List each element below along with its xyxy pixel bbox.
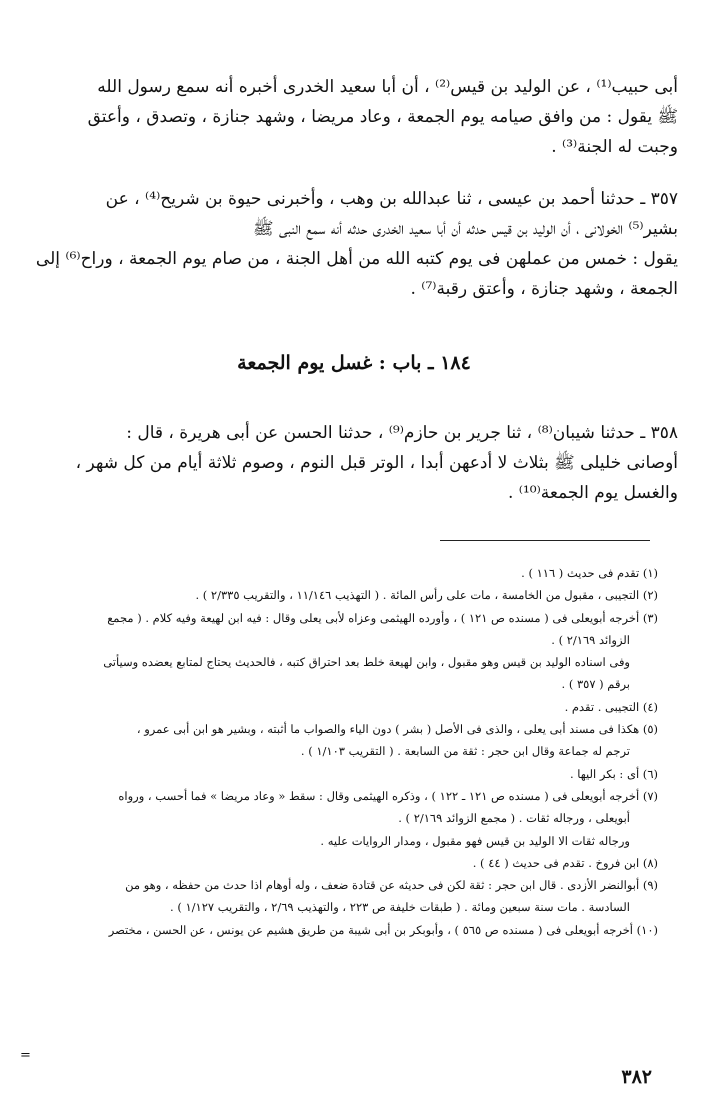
paragraph-hadith-358 — [30, 418, 678, 508]
footnote-line: (٦) أى : بكر اليها . — [569, 766, 658, 781]
text-line: ﷺ يقول : من وافق صيامه يوم الجمعة ، وعاد مريضا ، وشهد جنازة ، وتصدق ، وأعتق — [87, 107, 678, 127]
footnote-line: ترجم له جماعة وقال ابن حجر : ثقة من السابعة . ( التقريب ١/١٠٣ ) . — [300, 744, 630, 759]
footnote-line: أبويعلى ، ورجاله ثقات . ( مجمع الزوائد ٢/١٦٩ ) . — [398, 811, 630, 826]
text-line: يقول : خمس من عملهن فى يوم كتبه الله من أهل الجنة ، من صام يوم الجمعة ، وراح⁽⁶⁾ إلى — [35, 249, 678, 269]
text-line: أبى حبيب⁽¹⁾ ، عن الوليد بن قيس⁽²⁾ ، أن أبا سعيد الخدرى أخبره أنه سمع رسول الله — [97, 77, 678, 97]
footnote-line: (٣) أخرجه أبويعلى فى ( مسنده ص ١٢١ ) ، وأورده الهيثمى وعزاه لأبى يعلى وقال : فيه ابن لهيعة وفيه كلام . ( مجمع — [107, 610, 658, 625]
footnote-line: السادسة . مات سنة سبعين ومائة . ( طبقات خليفة ص ٢٢٣ ، والتهذيب ٢/٦٩ ، والتقريب ١/١٢٧ ) . — [170, 900, 630, 915]
footnote-separator — [440, 540, 650, 541]
footnote-line: (١) تقدم فى حديث ( ١١٦ ) . — [521, 566, 658, 580]
footnote-line: (٨) ابن فروخ . تقدم فى حديث ( ٤٤ ) . — [472, 855, 658, 870]
footnote-line: (١٠) أخرجه أبويعلى فى ( مسنده ص ٥٦٥ ) ، وأبوبكر بن أبى شيبة من طريق هشيم عن يونس ، عن الحسن ، مختصر — [108, 922, 658, 937]
footnote-line: (٥) هكذا فى مسند أبى يعلى ، والذى فى الأصل ( بشر ) دون الياء والصواب ما أثبته ، وبشير هو ابن أبى عمرو ، — [136, 722, 658, 737]
text-line: ٣٥٨ ـ حدثنا شيبان⁽⁸⁾ ، ثنا جرير بن حازم⁽⁹⁾ ، حدثنا الحسن عن أبى هريرة ، قال : — [126, 423, 678, 443]
text-line: ٣٥٧ ـ حدثنا أحمد بن عيسى ، ثنا عبدالله بن وهب ، وأخبرنى حيوة بن شريح⁽⁴⁾ ، عن — [105, 189, 678, 209]
footnote-line: وفى اسناده الوليد بن قيس وهو مقبول ، وابن لهيعة خلط بعد احتراق كتبه ، فالحديث يحتاج لمتابع يعضده وسيأتى — [103, 655, 630, 670]
chapter-heading: ١٨٤ ـ باب : غسل يوم الجمعة — [237, 352, 471, 374]
footnote-line: (٧) أخرجه أبويعلى فى ( مسنده ص ١٢١ ـ ١٢٢ ) ، وذكره الهيثمى وقال : سقط « وعاد مريضا » فما أحسب ، ورواه — [118, 788, 658, 803]
text-line: أوصانى خليلى ﷺ بثلاث لا أدعهن أبدا ، الوتر قبل النوم ، وصوم ثلاثة أيام من كل شهر ، — [75, 453, 678, 473]
footnote-line: (٢) التجيبى ، مقبول من الخامسة ، مات على رأس المائة . ( التهذيب ١١/١٤٦ ، والتقريب ٢/٣٣٥ ) . — [195, 588, 658, 603]
footnote-line: الزوائد ٢/١٦٩ ) . — [551, 632, 630, 647]
text-line: والغسل يوم الجمعة⁽¹⁰⁾ . — [507, 483, 678, 503]
page-number: ٣٨٢ — [621, 1066, 652, 1088]
footnotes — [30, 562, 658, 941]
paragraph-hadith-356-end — [30, 72, 678, 162]
footnote-line: ورجاله ثقات الا الوليد بن قيس فهو مقبول ، ومدار الروايات عليه . — [320, 833, 630, 848]
text-line: الجمعة ، وشهد جنازة ، وأعتق رقبة⁽⁷⁾ . — [410, 279, 678, 299]
footnote-line: برقم ( ٣٥٧ ) . — [561, 677, 630, 692]
footnote-line: (٤) التجيبى . تقدم . — [564, 699, 658, 714]
paragraph-hadith-357 — [30, 184, 678, 304]
text-line: بشير⁽⁵⁾ الخولانى ، أن الوليد بن قيس حدثه أن أبا سعيد الخدرى حدثه أنه سمع النبى ﷺ — [253, 219, 678, 239]
text-line: وجبت له الجنة⁽³⁾ . — [551, 137, 678, 157]
continuation-mark: = — [20, 1048, 31, 1063]
footnote-line: (٩) أبوالنضر الأزدى . قال ابن حجر : ثقة لكن فى حديثه عن قتادة ضعف ، وله أوهام اذا حدث من حفظه ، وهو من — [125, 878, 658, 893]
